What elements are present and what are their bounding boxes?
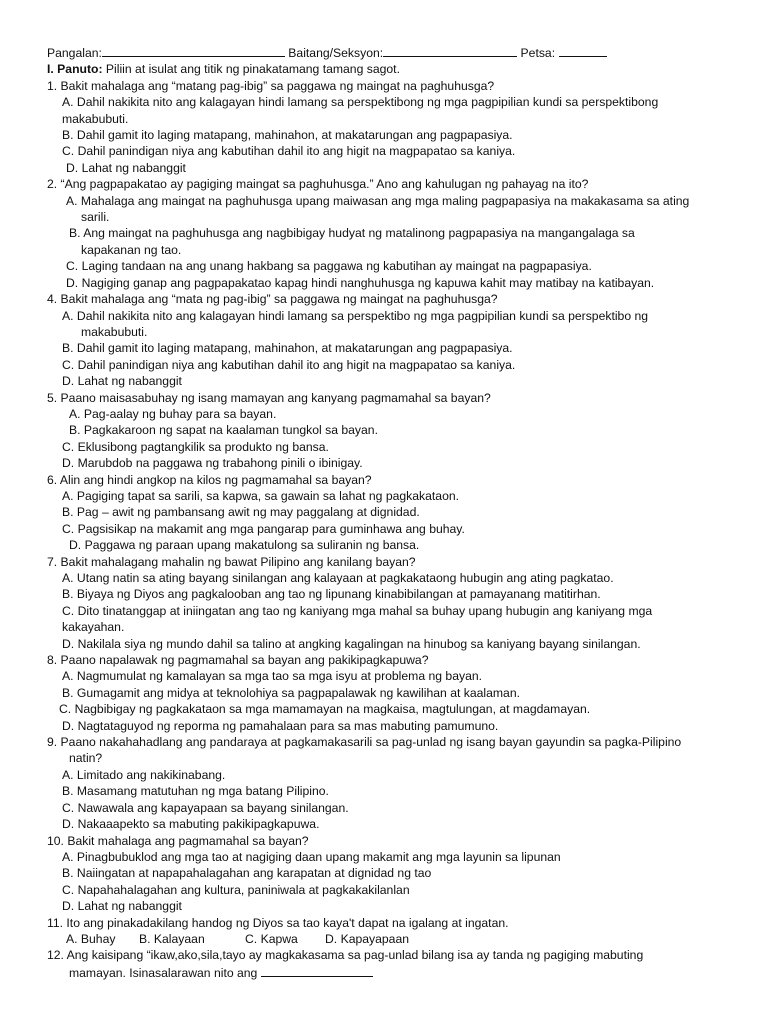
question-text: 12. Ang kaisipang “ikaw,ako,sila,tayo ay magkakasama sa pag-unlad bilang isa ay tanda ng pagiging mabuting xyxy=(47,948,644,963)
question-8 xyxy=(47,652,727,734)
question-10 xyxy=(47,833,727,915)
question-text: 11. Ito ang pinakadakilang handog ng Diyos sa tao kaya't dapat na igalang at ingatan. xyxy=(47,915,509,930)
answer-blank[interactable] xyxy=(261,964,373,977)
question-text: 2. “Ang pagpapakatao ay pagiging maingat sa paghuhusga.” Ano ang kahulugan ng pahayag na ito? xyxy=(47,177,589,192)
question-5 xyxy=(47,390,727,472)
option-b: B. Naiingatan at napapahalagahan ang karapatan at dignidad ng tao xyxy=(62,866,432,881)
option-b: B. Masamang matutuhan ng mga batang Pilipino. xyxy=(62,784,329,799)
option-d: D. Lahat ng nabanggit xyxy=(66,160,186,175)
option-c: C. Dahil panindigan niya ang kabutihan dahil ito ang higit na magpapatao sa kaniya. xyxy=(62,144,516,159)
question-text-cont-label: mamayan. Isinasalarawan nito ang xyxy=(69,965,258,980)
instruction-text: Piliin at isulat ang titik ng pinakatamang tamang sagot. xyxy=(105,62,400,77)
option-d: D. Marubdob na paggawa ng trabahong pinili o ibinigay. xyxy=(62,456,363,471)
option-d: D. Paggawa ng paraan upang makatulong sa suliranin ng bansa. xyxy=(69,538,420,553)
instruction xyxy=(47,61,727,77)
option-b: B. Gumagamit ang midya at teknolohiya sa pagpapalawak ng kawilihan at kaalaman. xyxy=(62,685,520,700)
option-c: C. Dito tinatanggap at iniingatan ang tao ng kaniyang mga mahal sa buhay upang hubugin ang kaniyang mga xyxy=(62,603,653,618)
option-b: B. Pag – awit ng pambansang awit ng may paggalang at dignidad. xyxy=(62,505,420,520)
grade-blank[interactable] xyxy=(383,44,517,57)
option-a-cont: makabubuti. xyxy=(62,111,129,126)
option-a: A. Dahil nakikita nito ang kalagayan hindi lamang sa perspektibong ng mga pagpipilian kundi sa perspektibong xyxy=(62,95,659,110)
option-b: B. Biyaya ng Diyos ang pagkalooban ang tao ng lipunang kinabibilangan at pamayanang matitirhan. xyxy=(62,587,601,602)
question-12 xyxy=(47,947,727,981)
option-b-cont: kapakanan ng tao. xyxy=(81,242,182,257)
question-text-cont xyxy=(47,964,727,981)
question-7 xyxy=(47,554,727,652)
option-a: A. Mahalaga ang maingat na paghuhusga upang maiwasan ang mga maling pagpapasiya na makakasama sa ating xyxy=(66,193,690,208)
option-a-cont: makabubuti. xyxy=(81,324,148,339)
question-text: 1. Bakit mahalaga ang “matang pag-ibig” sa paggawa ng maingat na paghuhusga? xyxy=(47,78,495,93)
option-d: D. Nakilala siya ng mundo dahil sa talino at angking kagalingan na hinubog sa kaniyang bayang sinilangan. xyxy=(62,636,641,651)
option-a: A. Dahil nakikita nito ang kalagayan hindi lamang sa perspektibo ng mga pagpipilian kundi sa perspektibo ng xyxy=(62,308,649,323)
option-c: C. Dahil panindigan niya ang kabutihan dahil ito ang higit na magpapatao sa kaniya. xyxy=(62,357,516,372)
date-label: Petsa: xyxy=(520,46,556,60)
header-row xyxy=(47,44,727,61)
option-b: B. Pagkakaroon ng sapat na kaalaman tungkol sa bayan. xyxy=(69,423,378,438)
option-a: A. Utang natin sa ating bayang sinilangan ang kalayaan at pagkakataong hubugin ang ating pagkatao. xyxy=(62,571,614,585)
option-c: C. Nagbibigay ng pagkakataon sa mga mamamayan na magkaisa, magtulungan, at magdamayan. xyxy=(59,702,591,717)
option-a: A. Pinagbubuklod ang mga tao at nagiging daan upang makamit ang mga layunin sa lipunan xyxy=(62,849,561,864)
option-c: C. Kapwa xyxy=(245,931,298,946)
question-2 xyxy=(47,176,727,291)
question-text: 5. Paano maisasabuhay ng isang mamayan ang kanyang pagmamahal sa bayan? xyxy=(47,390,491,405)
option-d: D. Kapayapaan xyxy=(325,931,410,946)
option-d: D. Nagiging ganap ang pagpapakatao kapag hindi nanghuhusga ng kapuwa kahit may matibay na katibayan. xyxy=(66,275,655,290)
question-text: 6. Alin ang hindi angkop na kilos ng pagmamahal sa bayan? xyxy=(47,472,372,487)
question-text: 9. Paano nakahahadlang ang pandaraya at pagkamakasarili sa pag-unlad ng isang bayan gayundin sa pagka-Pilipino xyxy=(47,735,682,750)
date-blank[interactable] xyxy=(559,44,607,57)
option-c: C. Laging tandaan na ang unang hakbang sa paggawa ng kabutihan ay maingat na pagpapasiya. xyxy=(66,259,592,274)
question-text: 8. Paano napalawak ng pagmamahal sa bayan ang pakikipagkapuwa? xyxy=(47,653,429,668)
question-text: 4. Bakit mahalaga ang “mata ng pag-ibig” sa paggawa ng maingat na paghuhusga? xyxy=(47,292,498,307)
option-c-cont: kakayahan. xyxy=(62,620,125,635)
option-b: B. Dahil gamit ito laging matapang, mahinahon, at makatarungan ang pagpapasiya. xyxy=(62,341,513,356)
option-d: D. Lahat ng nabanggit xyxy=(62,899,182,914)
instruction-label: I. Panuto: xyxy=(47,62,103,77)
option-a-cont: sarili. xyxy=(81,210,110,225)
option-d: D. Nagtataguyod ng reporma ng pamahalaan para sa mas mabuting pamumuno. xyxy=(62,718,499,733)
grade-label: Baitang/Seksyon: xyxy=(288,46,384,60)
option-d: D. Nakaaapekto sa mabuting pakikipagkapuwa. xyxy=(62,817,320,832)
option-a: A. Pagiging tapat sa sarili, sa kapwa, sa gawain sa lahat ng pagkakataon. xyxy=(62,488,460,503)
question-9 xyxy=(47,734,727,832)
option-b: B. Kalayaan xyxy=(139,931,205,946)
option-c: C. Napahahalagahan ang kultura, paniniwala at pagkakakilanlan xyxy=(62,882,410,897)
question-11 xyxy=(47,915,727,948)
option-a: A. Buhay xyxy=(66,931,116,946)
option-b: B. Dahil gamit ito laging matapang, mahinahon, at makatarungan ang pagpapasiya. xyxy=(62,128,513,143)
worksheet xyxy=(47,44,727,981)
name-blank[interactable] xyxy=(102,44,285,57)
option-b: B. Ang maingat na paghuhusga ang nagbibigay hudyat ng matalinong pagpapasiya na mangangalaga sa xyxy=(69,226,635,241)
question-text-cont: natin? xyxy=(69,751,103,766)
option-d: D. Lahat ng nabanggit xyxy=(62,374,182,389)
name-label: Pangalan: xyxy=(47,46,102,60)
question-text: 10. Bakit mahalaga ang pagmamahal sa bayan? xyxy=(47,833,309,848)
question-4 xyxy=(47,291,727,389)
option-a: A. Limitado ang nakikinabang. xyxy=(62,767,226,782)
option-c: C. Nawawala ang kapayapaan sa bayang sinilangan. xyxy=(62,800,349,815)
question-text: 7. Bakit mahalagang mahalin ng bawat Pilipino ang kanilang bayan? xyxy=(47,554,416,569)
option-c: C. Eklusibong pagtangkilik sa produkto ng bansa. xyxy=(62,439,329,454)
option-a: A. Pag-aalay ng buhay para sa bayan. xyxy=(69,406,277,421)
question-6 xyxy=(47,472,727,554)
option-c: C. Pagsisikap na makamit ang mga pangarap para guminhawa ang buhay. xyxy=(62,521,465,536)
option-a: A. Nagmumulat ng kamalayan sa mga tao sa mga isyu at problema ng bayan. xyxy=(62,669,483,684)
inline-options xyxy=(47,931,727,947)
question-1 xyxy=(47,78,727,176)
